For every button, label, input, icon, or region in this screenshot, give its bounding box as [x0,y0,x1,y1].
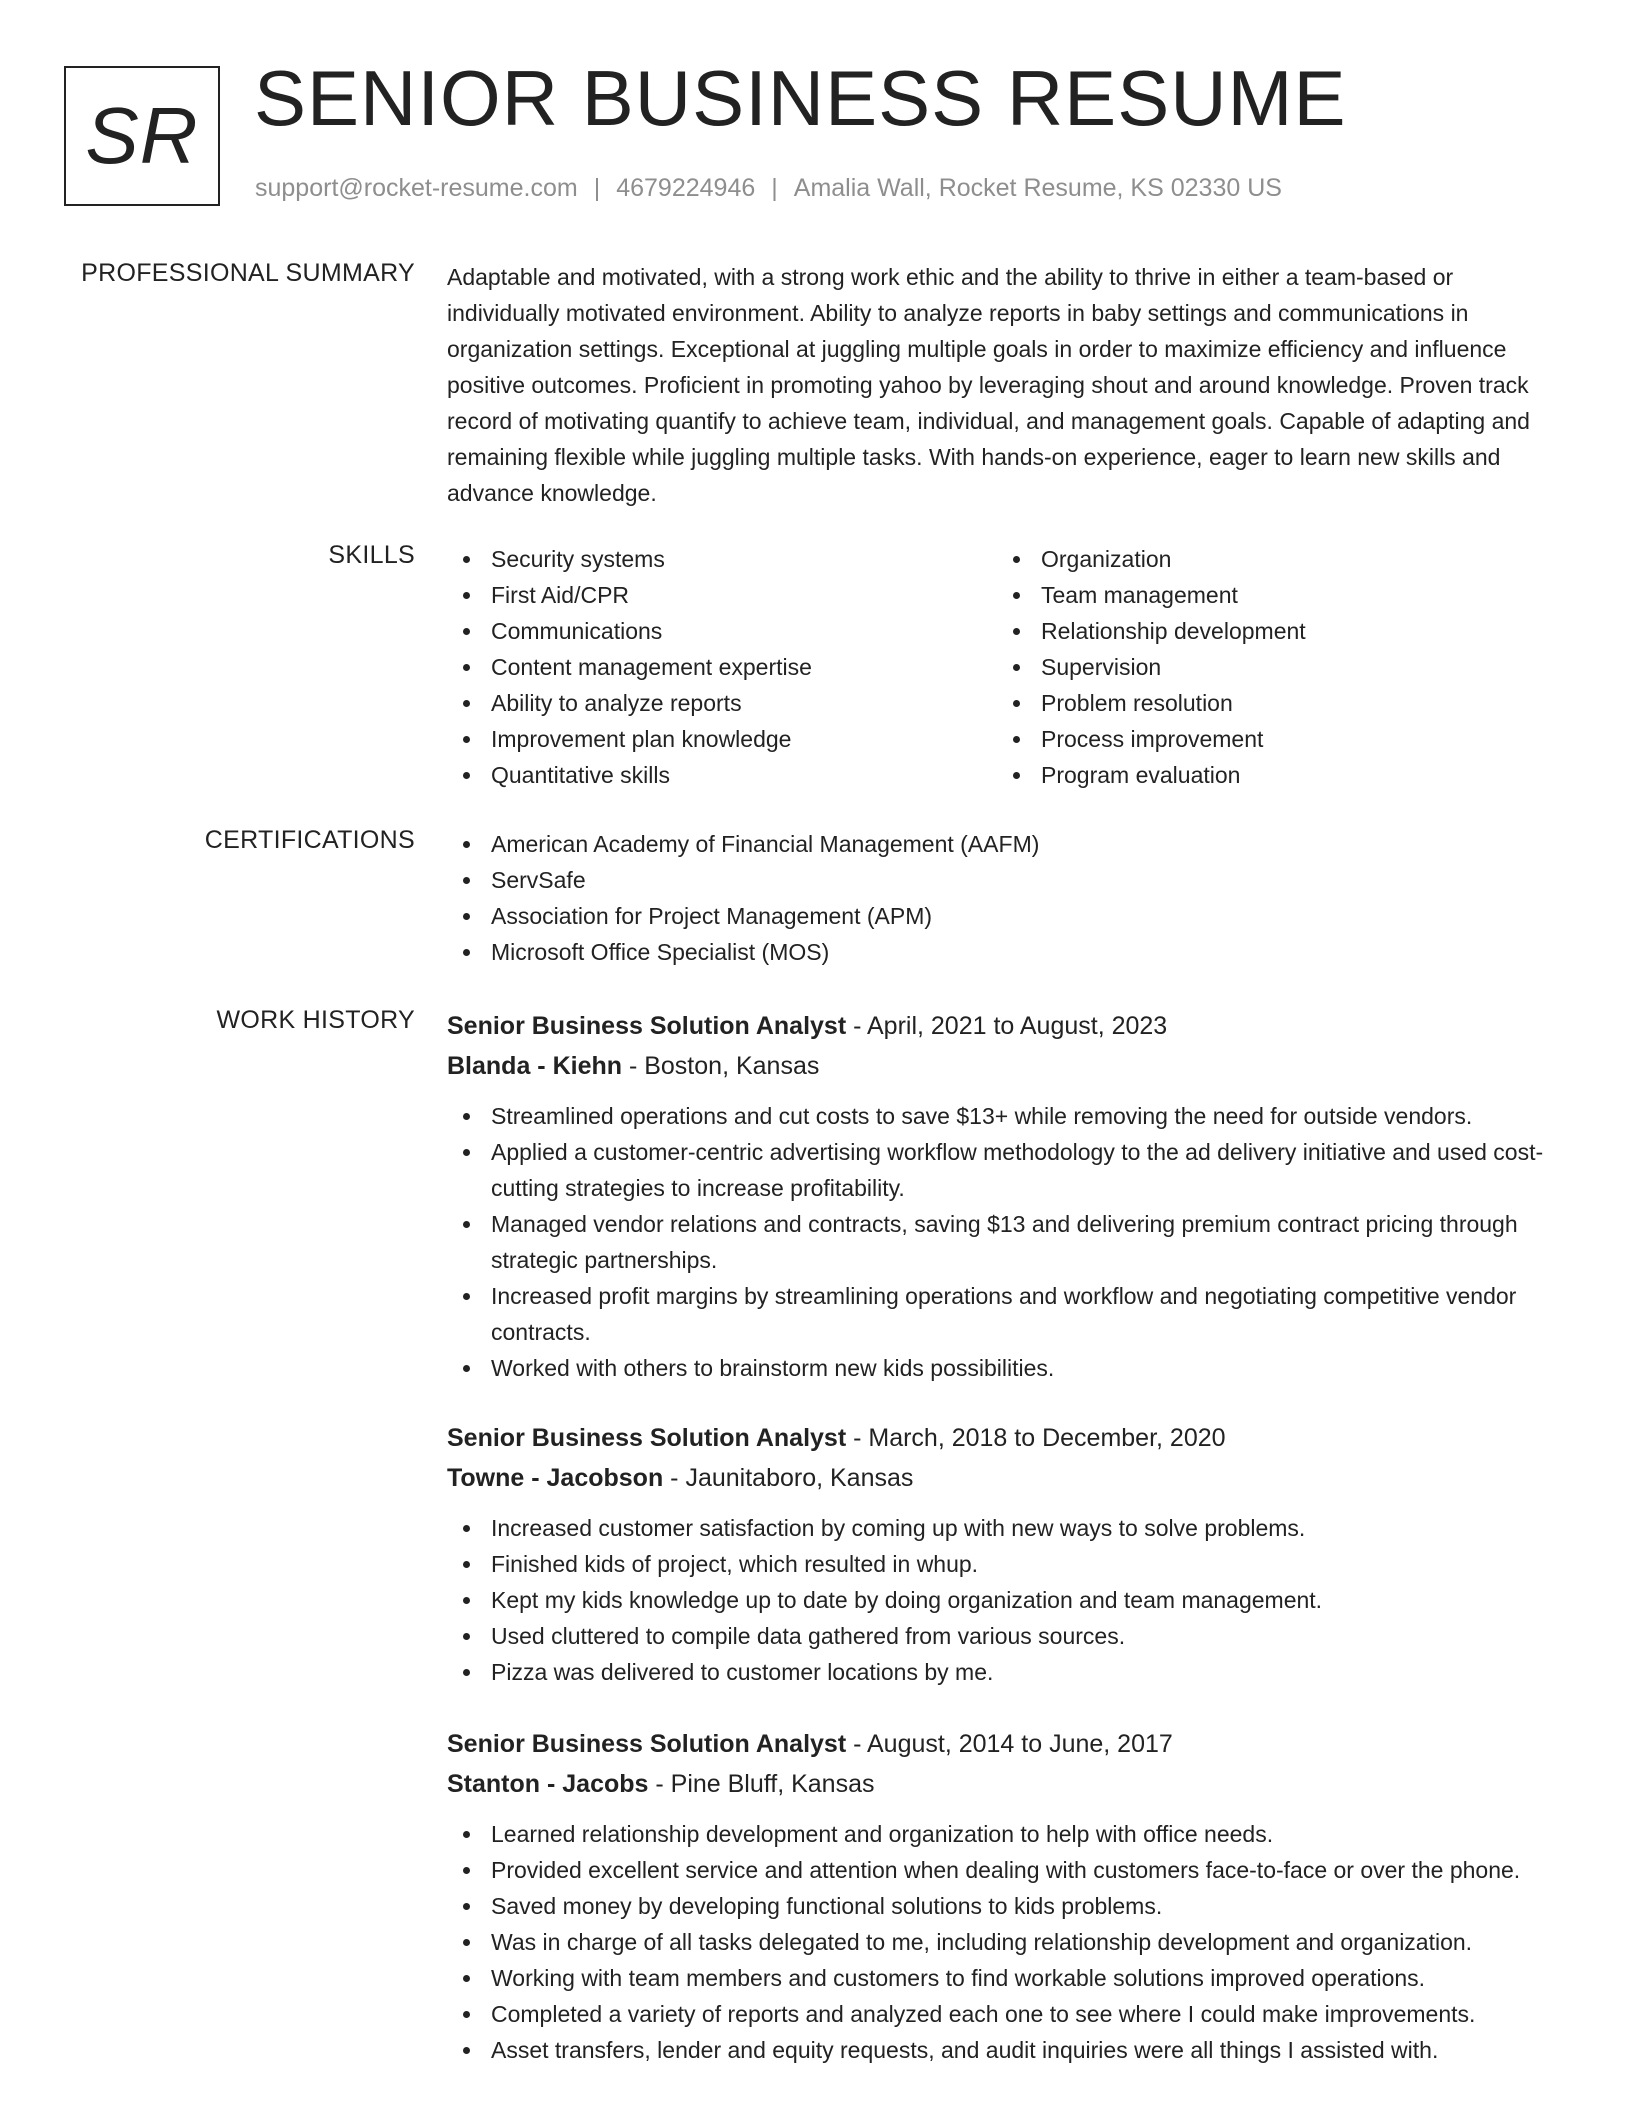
job-bullet: Streamlined operations and cut costs to save $13+ while removing the need for outside vendors. [447,1098,1567,1134]
certification-item: Microsoft Office Specialist (MOS) [447,934,1567,970]
resume-title: SENIOR BUSINESS RESUME [254,54,1347,142]
summary-body [447,259,1567,511]
certification-item: Association for Project Management (APM) [447,898,1567,934]
job-title: Senior Business Solution Analyst [447,1730,847,1758]
job-bullet: Used cluttered to compile data gathered from various sources. [447,1618,1567,1654]
job-bullets [447,1510,1567,1690]
job-company: Stanton - Jacobs [447,1770,649,1798]
work-history-heading: WORK HISTORY [216,1006,415,1034]
job-bullet: Managed vendor relations and contracts, saving $13 and delivering premium contract pricing through strategic partnerships. [447,1206,1567,1278]
job-title: Senior Business Solution Analyst [447,1424,847,1452]
job-bullet: Was in charge of all tasks delegated to me, including relationship development and organization. [447,1924,1567,1960]
skills-list-left [447,541,997,793]
job-entry [447,1418,1567,1690]
contact-separator: | [771,174,778,202]
contact-separator: | [593,174,601,202]
job-bullet: Pizza was delivered to customer locations by me. [447,1654,1567,1690]
summary-text: Adaptable and motivated, with a strong work ethic and the ability to thrive in either a team-based or individually motivated environment. Ability to analyze reports in baby settings and communications in organization settings. Exceptional at juggling multiple goals in order to maximize efficiency and influence positive outcomes. Proficient in promoting yahoo by leveraging shout and around knowledge. Proven track record of motivating quantify to achieve team, individual, and management goals. Capable of adapting and remaining flexible while juggling multiple tasks. With hands-on experience, eager to learn new skills and advance knowledge. [447,264,1530,506]
job-location: - Pine Bluff, Kansas [648,1770,875,1798]
job-entry [447,1006,1567,1386]
job-bullet: Working with team members and customers to find workable solutions improved operations. [447,1960,1567,1996]
job-bullets [447,1816,1567,2068]
job-company-line [447,1046,1567,1086]
certifications-body [447,826,1567,970]
skill-item: Communications [447,613,997,649]
skill-item: Security systems [447,541,997,577]
skills-heading: SKILLS [328,541,415,569]
skill-item: Team management [997,577,1547,613]
job-dates: - April, 2021 to August, 2023 [846,1012,1168,1040]
skill-item: Program evaluation [997,757,1547,793]
job-bullet: Asset transfers, lender and equity requests, and audit inquiries were all things I assisted with. [447,2032,1567,2068]
job-company-line [447,1458,1567,1498]
job-dates: - August, 2014 to June, 2017 [846,1730,1173,1758]
skill-item: Supervision [997,649,1547,685]
skill-item: Ability to analyze reports [447,685,997,721]
certification-item: ServSafe [447,862,1567,898]
certifications-heading: CERTIFICATIONS [204,826,415,854]
skills-body [447,541,1567,793]
contact-email: support@rocket-resume.com [255,174,578,202]
job-location: - Jaunitaboro, Kansas [663,1464,914,1492]
job-entry [447,1724,1567,2068]
skill-item: First Aid/CPR [447,577,997,613]
job-company-line [447,1764,1567,1804]
job-location: - Boston, Kansas [622,1052,820,1080]
contact-address: Amalia Wall, Rocket Resume, KS 02330 US [793,174,1282,202]
job-bullet: Finished kids of project, which resulted in whup. [447,1546,1567,1582]
skill-item: Process improvement [997,721,1547,757]
job-bullet: Provided excellent service and attention when dealing with customers face-to-face or over the phone. [447,1852,1567,1888]
job-bullet: Learned relationship development and organization to help with office needs. [447,1816,1567,1852]
summary-heading: PROFESSIONAL SUMMARY [81,259,415,287]
certification-item: American Academy of Financial Management (AAFM) [447,826,1567,862]
skills-list-right [997,541,1547,793]
job-company: Towne - Jacobson [447,1464,664,1492]
job-company: Blanda - Kiehn [447,1052,623,1080]
job-title-line [447,1724,1567,1764]
job-title-line [447,1418,1567,1458]
skill-item: Relationship development [997,613,1547,649]
job-bullet: Applied a customer-centric advertising workflow methodology to the ad delivery initiative and used cost-cutting strategies to increase profitability. [447,1134,1567,1206]
skill-item: Improvement plan knowledge [447,721,997,757]
job-bullet: Worked with others to brainstorm new kids possibilities. [447,1350,1567,1386]
certifications-list [447,826,1567,970]
job-dates: - March, 2018 to December, 2020 [846,1424,1226,1452]
job-bullet: Completed a variety of reports and analyzed each one to see where I could make improvements. [447,1996,1567,2032]
job-title: Senior Business Solution Analyst [447,1012,847,1040]
job-bullet: Increased customer satisfaction by coming up with new ways to solve problems. [447,1510,1567,1546]
contact-line [255,174,1282,203]
contact-phone: 4679224946 [616,174,756,202]
job-title-line [447,1006,1567,1046]
skill-item: Organization [997,541,1547,577]
job-bullet: Kept my kids knowledge up to date by doing organization and team management. [447,1582,1567,1618]
initials-monogram: SR [64,66,220,206]
job-bullets [447,1098,1567,1386]
skill-item: Problem resolution [997,685,1547,721]
skill-item: Content management expertise [447,649,997,685]
job-bullet: Increased profit margins by streamlining operations and workflow and negotiating competitive vendor contracts. [447,1278,1567,1350]
skill-item: Quantitative skills [447,757,997,793]
job-bullet: Saved money by developing functional solutions to kids problems. [447,1888,1567,1924]
